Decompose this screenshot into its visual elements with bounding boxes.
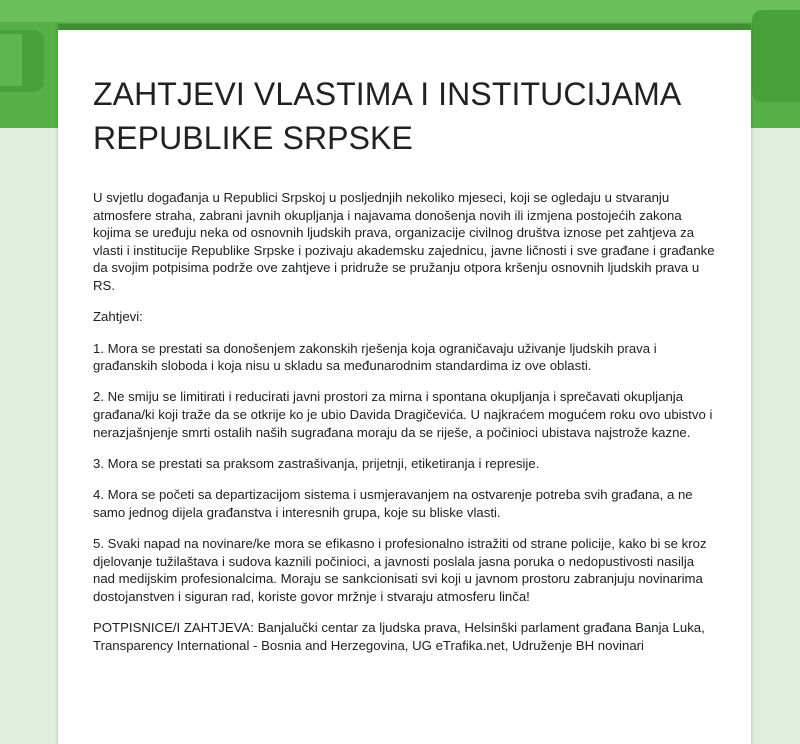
- signatories: POTPISNICE/I ZAHTJEVA: Banjalučki centar za ljudska prava, Helsinški parlament građana Banja Luka, Transparency International - Bosnia and Herzegovina, UG eTrafika.net, Udruženje BH novinari: [93, 620, 705, 653]
- description-intro: U svjetlu događanja u Republici Srpskoj u posljednjih nekoliko mjeseci, koji se ogledaju u stvaranju atmosfere straha, zabrani javnih okupljanja i najavama donošenja novih ili izmjena postojećih zakona kojima se uređuju neka od osnovnih ljudskih prava, organizacije civilnog društva iznose pet zahtjeva za vlasti i institucije Republike Srpske i pozivaju akademsku zajednicu, javne ličnosti i sve građane i građanke da svojim potpisima podrže ove zahtjeve i pridruže se pružanju otpora kršenju osnovnih ljudskih prava u RS.: [93, 190, 715, 293]
- form-title: ZAHTJEVI VLASTIMA I INSTITUCIJAMA REPUBLIKE SRPSKE: [93, 76, 680, 156]
- demand-5: 5. Svaki napad na novinare/ke mora se efikasno i profesionalno istražiti od strane policije, kako bi se kroz djelovanje tužilaštava i sudova kaznili počinioci, a javnosti poslala jasna poruka o nedopustivosti nasilja nad medijskim profesionalcima. Moraju se sankcionisati svi koji u javnom prostoru zabranjuju novinarima dostojanstven i siguran rad, koriste govor mržnje i stvaraju atmosferu linča!: [93, 536, 707, 604]
- demand-2: 2. Ne smiju se limitirati i reducirati javni prostori za mirna i spontana okupljanja i sprečavati okupljanja građana/ki koji traže da se otkrije ko je ubio Davida Dragičevića. U najkraćem mogućem roku ovo ubistvo i nerazjašnjenje smrti ostalih naših sugrađana moraju da se riješe, a počinioci ubistava najstrože kazne.: [93, 389, 713, 440]
- demand-1: 1. Mora se prestati sa donošenjem zakonskih rješenja koja ograničavaju uživanje ljudskih prava i građanskih sloboda i koja nisu u skladu sa međunarodnim standardima iz ove oblasti.: [93, 340, 657, 374]
- description-demands-heading: Zahtjevi:: [93, 309, 143, 325]
- form-description: [93, 189, 715, 654]
- form-title-card: [58, 24, 751, 744]
- header-decoration-right: [752, 10, 800, 102]
- demand-3: 3. Mora se prestati sa praksom zastrašivanja, prijetnji, etiketiranja i represije.: [93, 455, 540, 471]
- header-top-strip: [0, 0, 800, 22]
- demand-4: 4. Mora se početi sa departizacijom sistema i usmjeravanjem na ostvarenje potreba svih građana, a ne samo jednog dijela građanstva i interesnih grupa, koje su bliske vlasti.: [93, 487, 693, 520]
- header-decoration-left-inner: [0, 34, 22, 86]
